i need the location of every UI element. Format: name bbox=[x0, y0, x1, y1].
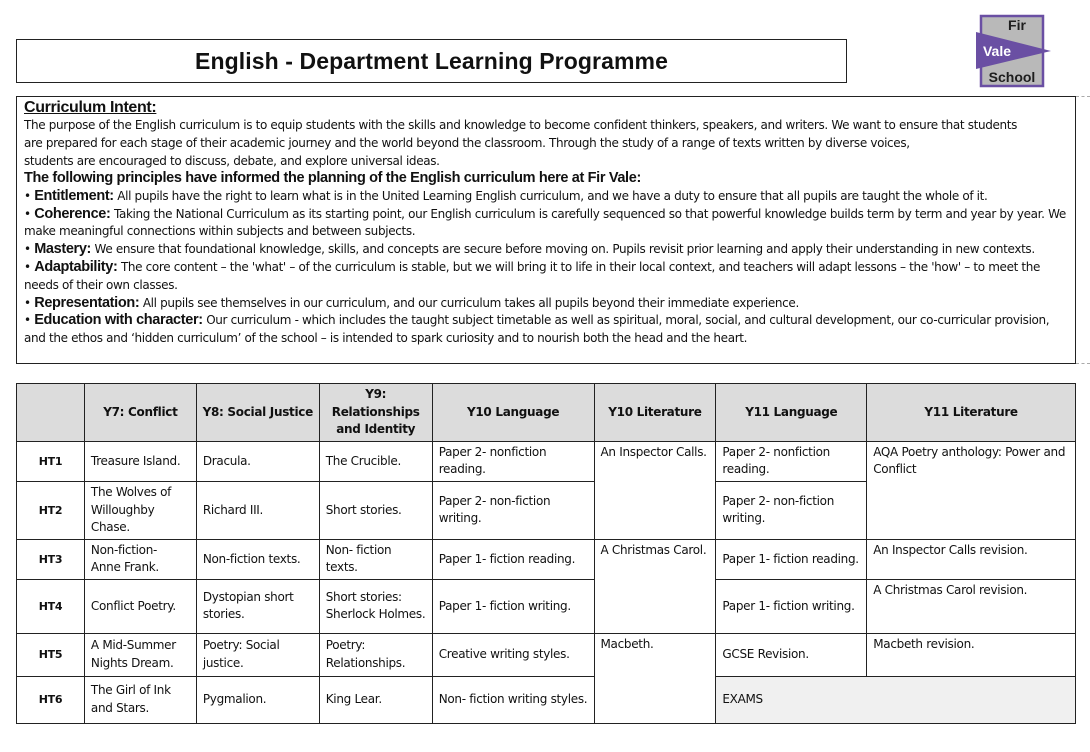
logo-text-school: School bbox=[988, 69, 1036, 85]
table-row-ht6 bbox=[17, 676, 1076, 723]
principle-text: We ensure that foundational knowledge, skills, and concepts are secure before moving on. Pupils revisit prior learning and apply their understanding in new contexts. bbox=[94, 242, 1035, 257]
term-label: HT1 bbox=[17, 441, 85, 481]
header-cell-y9: Y9: Relationships and Identity bbox=[319, 384, 432, 442]
cell-y9: Short stories. bbox=[319, 481, 432, 539]
cell-y11-literature: An Inspector Calls revision. bbox=[867, 539, 1076, 579]
cell-y9: King Lear. bbox=[319, 676, 432, 723]
table-header-row bbox=[17, 384, 1076, 442]
intent-paragraph-line: students are encouraged to discuss, debate, and explore universal ideas. bbox=[24, 153, 440, 168]
term-label: HT5 bbox=[17, 633, 85, 676]
cell-y9: Poetry: Relationships. bbox=[319, 633, 432, 676]
principle-name: Entitlement: bbox=[34, 187, 114, 204]
cell-y9: The Crucible. bbox=[319, 441, 432, 481]
cell-y11-language: Paper 1- fiction reading. bbox=[716, 539, 867, 579]
cell-y9: Short stories: Sherlock Holmes. bbox=[319, 579, 432, 633]
principle-name: Education with character: bbox=[34, 312, 203, 329]
header-cell-y11-literature: Y11 Literature bbox=[867, 384, 1076, 442]
cell-y11-exams: EXAMS bbox=[716, 676, 1076, 723]
logo-text-fir: Fir bbox=[1008, 17, 1026, 33]
term-label: HT3 bbox=[17, 539, 85, 579]
principle-representation: • Representation: All pupils see themselves in our curriculum, and our curriculum takes all pupils beyond their immediate experience. bbox=[24, 294, 799, 311]
principle-name: Representation: bbox=[34, 294, 140, 311]
page-title: English - Department Learning Programme bbox=[195, 47, 668, 74]
cell-y7: The Girl of Ink and Stars. bbox=[84, 676, 196, 723]
page-margin-marker bbox=[1076, 363, 1090, 364]
principles-heading: The following principles have informed the planning of the English curriculum here at Fir Vale: bbox=[24, 170, 641, 187]
principle-text: Taking the National Curriculum as its starting point, our English curriculum is carefully sequenced so that powerful knowledge builds term by term and year by year. We make meaningful connections within subjects and between subjects. bbox=[24, 206, 1066, 239]
cell-y11-language: GCSE Revision. bbox=[716, 633, 867, 676]
cell-y9: Non- fiction texts. bbox=[319, 539, 432, 579]
cell-y8: Dystopian short stories. bbox=[196, 579, 319, 633]
principle-text: The core content – the 'what' – of the curriculum is stable, but we will bring it to life in their local context, and teachers will adapt lessons – the 'how' – to meet the needs of their own classes. bbox=[24, 260, 1041, 292]
title-box bbox=[16, 39, 847, 83]
term-label: HT4 bbox=[17, 579, 85, 633]
principle-text: All pupils have the right to learn what is in the United Learning English curriculum, and we have a duty to ensure that all pupils are taught the whole of it. bbox=[117, 188, 988, 203]
cell-y10-language: Paper 2- nonfiction reading. bbox=[432, 441, 594, 481]
principle-coherence: • Coherence: Taking the National Curriculum as its starting point, our English curriculum is carefully sequenced so that powerful knowledge builds term by term and year by year. We make meaningful connections within subjects and between subjects. bbox=[24, 205, 1066, 239]
header-cell-y10-literature: Y10 Literature bbox=[594, 384, 716, 442]
logo-text-vale: Vale bbox=[982, 43, 1012, 59]
table-row-ht4 bbox=[17, 579, 1076, 633]
cell-y8: Pygmalion. bbox=[196, 676, 319, 723]
cell-y7: A Mid-Summer Nights Dream. bbox=[84, 633, 196, 676]
principle-adaptability: • Adaptability: The core content – the 'what' – of the curriculum is stable, but we will bring it to life in their local context, and teachers will adapt lessons – the 'how' – to meet the needs of their own classes. bbox=[24, 259, 1041, 292]
cell-y11-literature: Macbeth revision. bbox=[867, 633, 1076, 676]
cell-y11-literature: AQA Poetry anthology: Power and Conflict bbox=[867, 441, 1076, 539]
cell-y11-language: Paper 1- fiction writing. bbox=[716, 579, 867, 633]
page-margin-marker bbox=[1076, 96, 1090, 97]
principle-name: Mastery: bbox=[34, 241, 92, 258]
header-cell-y10-language: Y10 Language bbox=[432, 384, 594, 442]
cell-y10-language: Paper 1- fiction reading. bbox=[432, 539, 594, 579]
cell-y8: Dracula. bbox=[196, 441, 319, 481]
school-logo bbox=[975, 14, 1055, 88]
curriculum-table bbox=[16, 383, 1076, 724]
table-row-ht3 bbox=[17, 539, 1076, 579]
cell-y7: Non-fiction- Anne Frank. bbox=[84, 539, 196, 579]
principle-text: All pupils see themselves in our curriculum, and our curriculum takes all pupils beyond their immediate experience. bbox=[142, 295, 799, 310]
cell-y10-literature: An Inspector Calls. bbox=[594, 441, 716, 539]
cell-y10-literature: Macbeth. bbox=[594, 633, 716, 723]
term-label: HT6 bbox=[17, 676, 85, 723]
principle-entitlement: • Entitlement: All pupils have the right to learn what is in the United Learning English curriculum, and we have a duty to ensure that all pupils are taught the whole of it. bbox=[24, 187, 988, 204]
cell-y10-language: Creative writing styles. bbox=[432, 633, 594, 676]
table-row-ht5 bbox=[17, 633, 1076, 676]
header-cell-y7: Y7: Conflict bbox=[84, 384, 196, 442]
cell-y10-literature: A Christmas Carol. bbox=[594, 539, 716, 633]
cell-y8: Richard III. bbox=[196, 481, 319, 539]
intent-heading: Curriculum Intent: bbox=[24, 99, 157, 116]
cell-y7: Conflict Poetry. bbox=[84, 579, 196, 633]
cell-y11-language: Paper 2- nonfiction reading. bbox=[716, 441, 867, 481]
header-cell-y11-language: Y11 Language bbox=[716, 384, 867, 442]
cell-y10-language: Non- fiction writing styles. bbox=[432, 676, 594, 723]
term-label: HT2 bbox=[17, 481, 85, 539]
cell-y11-literature: A Christmas Carol revision. bbox=[867, 579, 1076, 633]
principle-name: Adaptability: bbox=[34, 259, 118, 276]
cell-y10-language: Paper 2- non-fiction writing. bbox=[432, 481, 594, 539]
cell-y8: Poetry: Social justice. bbox=[196, 633, 319, 676]
cell-y10-language: Paper 1- fiction writing. bbox=[432, 579, 594, 633]
cell-y8: Non-fiction texts. bbox=[196, 539, 319, 579]
principle-mastery: • Mastery: We ensure that foundational knowledge, skills, and concepts are secure before moving on. Pupils revisit prior learning and apply their understanding in new contexts. bbox=[24, 241, 1035, 258]
principle-text: Our curriculum - which includes the taught subject timetable as well as spiritual, moral, social, and cultural development, our co-curricular provision, and the ethos and ‘hidden curriculum’ of the school – is intended to spark curiosity and to nourish both the head and the heart. bbox=[24, 313, 1050, 346]
principle-education-with-character: • Education with character: Our curriculum - which includes the taught subject timetable as well as spiritual, moral, social, and cultural development, our co-curricular provision, and the ethos and ‘hidden curriculum’ of the school – is intended to spark curiosity and to nourish both the head and the heart. bbox=[24, 312, 1050, 346]
header-cell-term bbox=[17, 384, 85, 442]
intent-paragraph-line: The purpose of the English curriculum is to equip students with the skills and knowledge to become confident thinkers, speakers, and writers. We want to ensure that students bbox=[24, 118, 1018, 132]
header-cell-y8: Y8: Social Justice bbox=[196, 384, 319, 442]
table-row-ht1 bbox=[17, 441, 1076, 481]
curriculum-intent-box bbox=[16, 96, 1076, 364]
cell-y7: Treasure Island. bbox=[84, 441, 196, 481]
principle-name: Coherence: bbox=[34, 205, 111, 222]
cell-y11-language: Paper 2- non-fiction writing. bbox=[716, 481, 867, 539]
intent-paragraph-line: are prepared for each stage of their academic journey and the world beyond the classroom. Through the study of a range of texts written by diverse voices, bbox=[24, 135, 910, 150]
cell-y7: The Wolves of Willoughby Chase. bbox=[84, 481, 196, 539]
